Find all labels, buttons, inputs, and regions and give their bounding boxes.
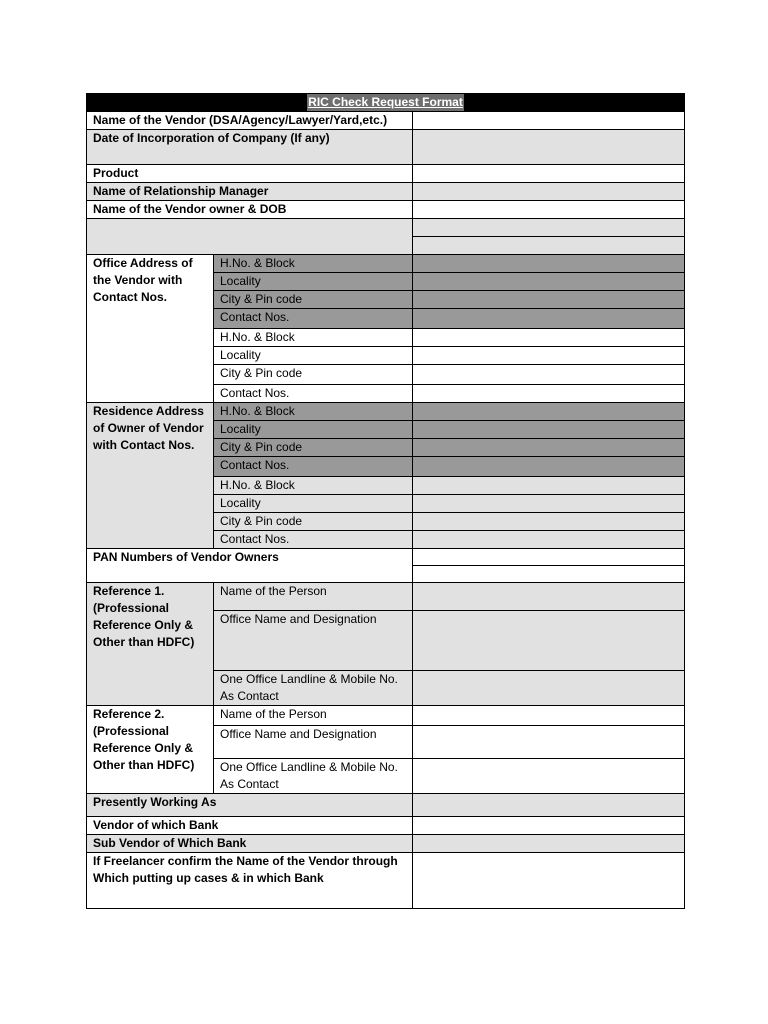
office-city-field-2[interactable] [413, 365, 685, 385]
residence-city-label-2: City & Pin code [214, 513, 413, 531]
office-address-label: Office Address of the Vendor with Contact Nos. [87, 255, 214, 403]
reference-1-person-field[interactable] [413, 583, 685, 611]
residence-locality-label: Locality [214, 421, 413, 439]
vendor-bank-label: Vendor of which Bank [87, 817, 413, 835]
sub-vendor-bank-field[interactable] [413, 835, 685, 853]
vendor-name-field[interactable] [413, 112, 685, 130]
residence-city-field[interactable] [413, 439, 685, 457]
pan-numbers-field-2[interactable] [413, 566, 685, 583]
residence-contact-field[interactable] [413, 457, 685, 477]
reference-2-person-field[interactable] [413, 706, 685, 726]
pan-numbers-field-1[interactable] [413, 549, 685, 566]
residence-contact-field-2[interactable] [413, 531, 685, 549]
ric-check-request-form [86, 93, 685, 909]
office-locality-field[interactable] [413, 273, 685, 291]
office-city-field[interactable] [413, 291, 685, 309]
presently-working-label: Presently Working As [87, 794, 413, 817]
relationship-manager-field[interactable] [413, 183, 685, 201]
residence-hno-label-2: H.No. & Block [214, 477, 413, 495]
vendor-bank-field[interactable] [413, 817, 685, 835]
reference-1-label: Reference 1. (Professional Reference Only & Other than HDFC) [87, 583, 214, 706]
office-hno-label: H.No. & Block [214, 255, 413, 273]
reference-2-person-label: Name of the Person [214, 706, 413, 726]
office-contact-label: Contact Nos. [214, 309, 413, 329]
office-contact-field[interactable] [413, 309, 685, 329]
residence-locality-field-2[interactable] [413, 495, 685, 513]
vendor-owner-dob-label: Name of the Vendor owner & DOB [87, 201, 413, 219]
freelancer-field[interactable] [413, 853, 685, 909]
reference-1-contact-label: One Office Landline & Mobile No. As Contact [214, 671, 413, 706]
office-locality-field-2[interactable] [413, 347, 685, 365]
office-hno-label-2: H.No. & Block [214, 329, 413, 347]
reference-2-contact-field[interactable] [413, 759, 685, 794]
residence-contact-label-2: Contact Nos. [214, 531, 413, 549]
product-label: Product [87, 165, 413, 183]
office-contact-label-2: Contact Nos. [214, 385, 413, 403]
office-locality-label: Locality [214, 273, 413, 291]
office-hno-field[interactable] [413, 255, 685, 273]
office-city-label-2: City & Pin code [214, 365, 413, 385]
reference-1-office-label: Office Name and Designation [214, 611, 413, 671]
office-contact-field-2[interactable] [413, 385, 685, 403]
presently-working-field[interactable] [413, 794, 685, 817]
freelancer-label: If Freelancer confirm the Name of the Vendor through Which putting up cases & in which Bank [87, 853, 413, 909]
sub-vendor-bank-label: Sub Vendor of Which Bank [87, 835, 413, 853]
incorporation-date-label: Date of Incorporation of Company (If any) [87, 130, 413, 165]
residence-city-field-2[interactable] [413, 513, 685, 531]
pan-numbers-label: PAN Numbers of Vendor Owners [87, 549, 413, 583]
residence-contact-label: Contact Nos. [214, 457, 413, 477]
vendor-name-label: Name of the Vendor (DSA/Agency/Lawyer/Yard,etc.) [87, 112, 413, 130]
residence-hno-label: H.No. & Block [214, 403, 413, 421]
office-locality-label-2: Locality [214, 347, 413, 365]
residence-city-label: City & Pin code [214, 439, 413, 457]
form-title-bar [87, 94, 685, 112]
vendor-owner-dob-field[interactable] [413, 201, 685, 219]
reference-2-contact-label: One Office Landline & Mobile No. As Contact [214, 759, 413, 794]
residence-hno-field[interactable] [413, 403, 685, 421]
office-hno-field-2[interactable] [413, 329, 685, 347]
residence-locality-field[interactable] [413, 421, 685, 439]
product-field[interactable] [413, 165, 685, 183]
incorporation-date-field[interactable] [413, 130, 685, 165]
reference-1-person-label: Name of the Person [214, 583, 413, 611]
blank-cell [87, 219, 413, 255]
blank-field-2[interactable] [413, 237, 685, 255]
residence-locality-label-2: Locality [214, 495, 413, 513]
residence-hno-field-2[interactable] [413, 477, 685, 495]
office-city-label: City & Pin code [214, 291, 413, 309]
form-title: RIC Check Request Format [308, 95, 463, 109]
reference-1-office-field[interactable] [413, 611, 685, 671]
relationship-manager-label: Name of Relationship Manager [87, 183, 413, 201]
reference-1-contact-field[interactable] [413, 671, 685, 706]
reference-2-office-label: Office Name and Designation [214, 726, 413, 759]
reference-2-label: Reference 2. (Professional Reference Only & Other than HDFC) [87, 706, 214, 794]
blank-field-1[interactable] [413, 219, 685, 237]
residence-address-label: Residence Address of Owner of Vendor with Contact Nos. [87, 403, 214, 549]
reference-2-office-field[interactable] [413, 726, 685, 759]
